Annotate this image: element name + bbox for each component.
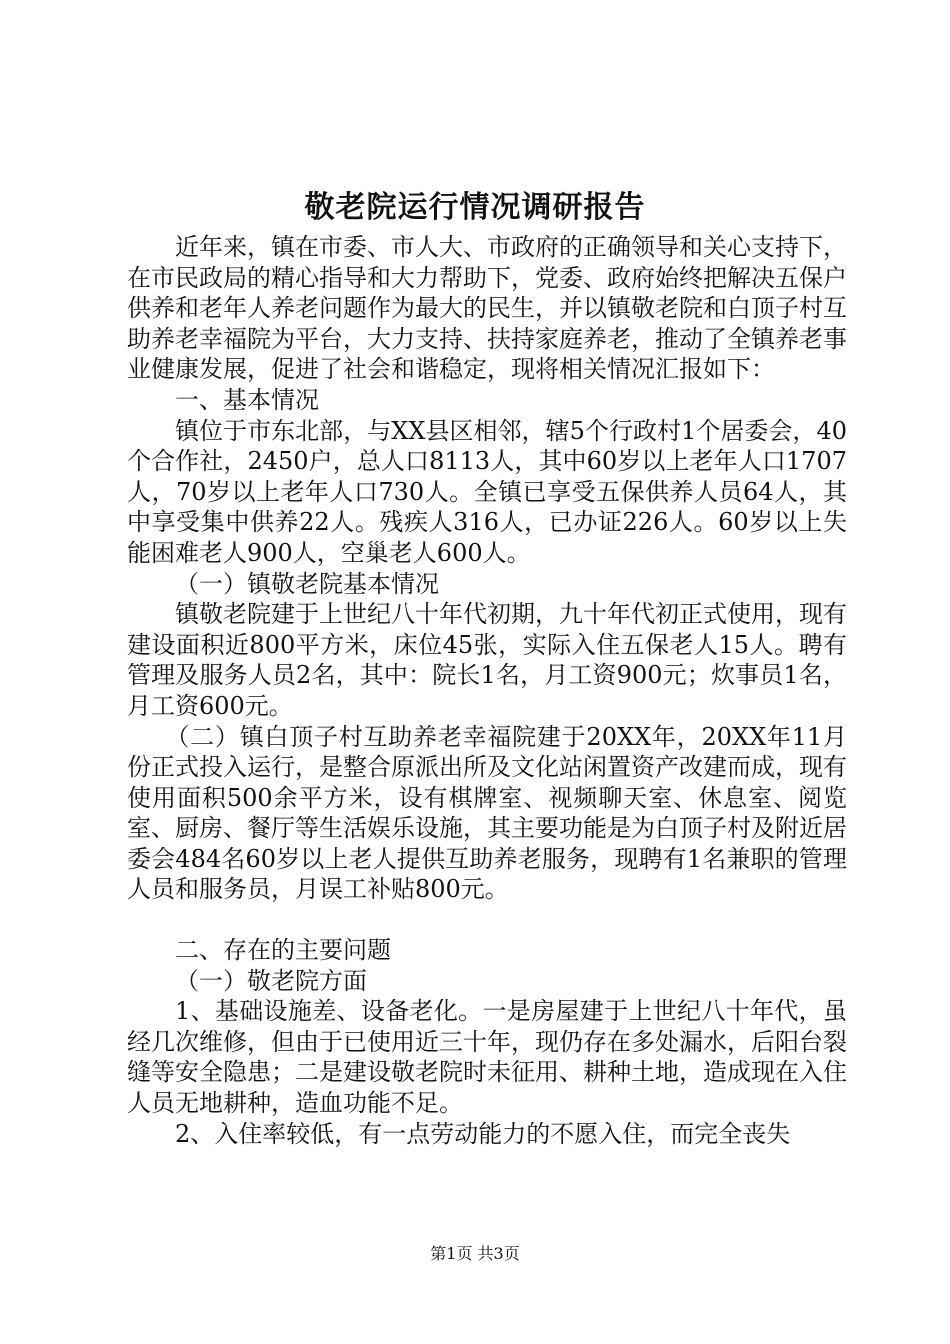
document-body xyxy=(127,232,847,1149)
page-footer: 第1页 共3页 xyxy=(430,1244,520,1263)
paragraph-gap xyxy=(127,905,847,935)
basic-info-paragraph: 镇位于市东北部，与XX县区相邻，辖5个行政村1个居委会，40个合作社，2450户，总人口8113人，其中60岁以上老年人口1707人，70岁以上老年人口730人。全镇已享受五保供养人员64人，其中享受集中供养22人。残疾人316人，已办证226人。60岁以上失能困难老人900人，空巢老人600人。 xyxy=(127,416,847,567)
section-heading-basic: 一、基本情况 xyxy=(175,385,319,414)
section-heading-problems: 二、存在的主要问题 xyxy=(175,936,391,965)
problem-1-paragraph: 1、基础设施差、设备老化。一是房屋建于上世纪八十年代，虽经几次维修，但由于已使用近三十年，现仍存在多处漏水，后阳台裂缝等安全隐患；二是建设敬老院时未征用、耕种土地，造成现在入住人员无地耕种，造血功能不足。 xyxy=(127,997,847,1118)
nursing-home-paragraph: 镇敬老院建于上世纪八十年代初期，九十年代初正式使用，现有建设面积近800平方米，床位45张，实际入住五保老人15人。聘有管理及服务人员2名，其中：院长1名，月工资900元；炊事员1名，月工资600元。 xyxy=(127,600,847,720)
subsection-heading-nursing-home: （一）镇敬老院基本情况 xyxy=(175,569,439,598)
happiness-home-paragraph: （二）镇白顶子村互助养老幸福院建于20XX年，20XX年11月份正式投入运行，是整合原派出所及文化站闲置资产改建而成，现有使用面积500余平方米，设有棋牌室、视频聊天室、休息室、阅览室、厨房、餐厅等生活娱乐设施，其主要功能是为白顶子村及附近居委会484名60岁以上老人提供互助养老服务，现聘有1名兼职的管理人员和服务员，月误工补贴800元。 xyxy=(127,722,847,904)
problem-2-paragraph: 2、入住率较低，有一点劳动能力的不愿入住，而完全丧失 xyxy=(175,1119,791,1148)
subsection-heading-nursing-home-issues: （一）敬老院方面 xyxy=(175,966,367,995)
document-title: 敬老院运行情况调研报告 xyxy=(304,190,646,225)
intro-paragraph: 近年来，镇在市委、市人大、市政府的正确领导和关心支持下，在市民政局的精心指导和大力帮助下，党委、政府始终把解决五保户供养和老年人养老问题作为最大的民生，并以镇敬老院和白顶子村互助养老幸福院为平台，大力支持、扶持家庭养老，推动了全镇养老事业健康发展，促进了社会和谐稳定，现将相关情况汇报如下： xyxy=(127,233,847,384)
